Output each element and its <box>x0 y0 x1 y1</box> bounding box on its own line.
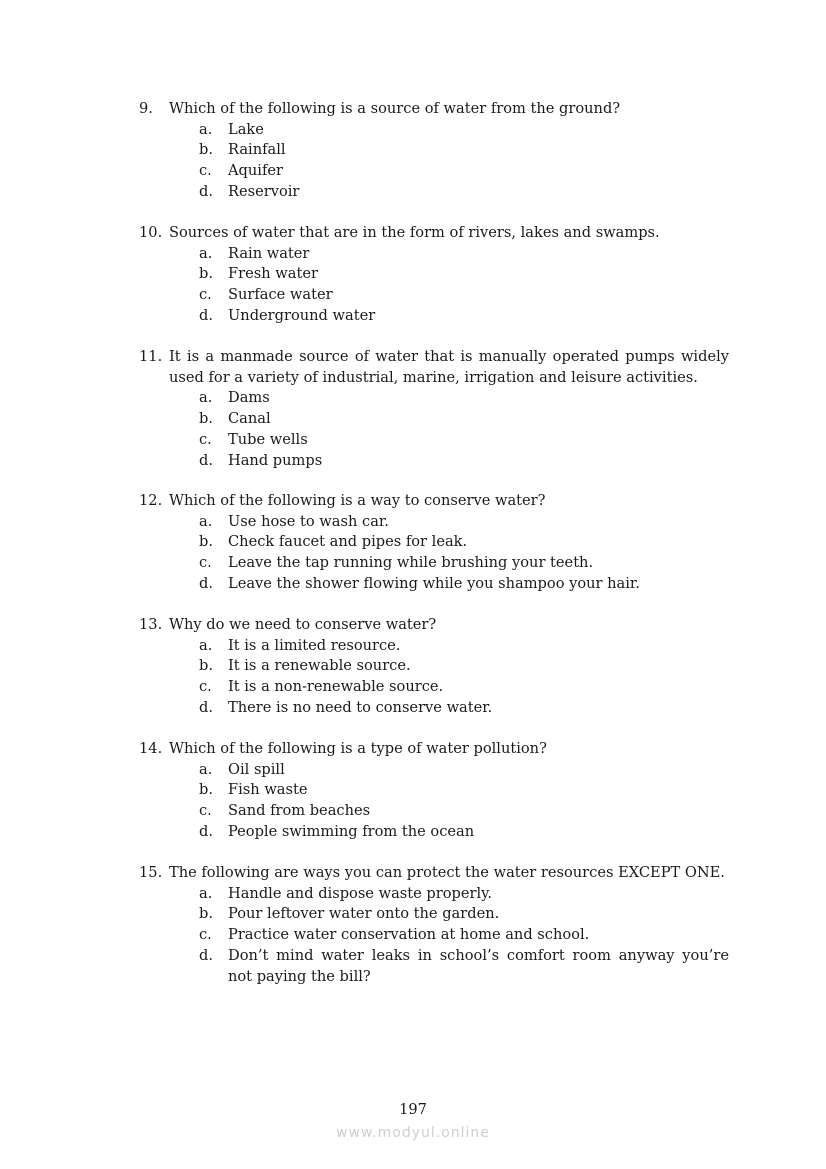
option-text: Rain water <box>228 244 310 262</box>
option-letter: c. <box>199 286 212 304</box>
option-letter: d. <box>199 182 213 200</box>
option-letter: a. <box>199 760 213 778</box>
option-c <box>199 925 729 946</box>
question-text: Which of the following is a source of water from the ground? <box>169 100 621 117</box>
question-stem <box>139 99 729 120</box>
option-d <box>199 822 729 843</box>
option-letter: b. <box>199 781 213 799</box>
option-letter: b. <box>199 410 213 428</box>
option-a <box>199 636 729 657</box>
option-d <box>199 574 729 595</box>
option-letter: b. <box>199 905 213 923</box>
option-text: Hand pumps <box>228 451 323 469</box>
option-text: Fresh water <box>228 265 318 283</box>
option-c <box>199 285 729 306</box>
question-stem <box>139 739 729 760</box>
option-text: People swimming from the ocean <box>228 822 475 840</box>
option-d <box>199 306 729 327</box>
question-text: Why do we need to conserve water? <box>169 616 437 633</box>
option-letter: a. <box>199 884 213 902</box>
option-letter: c. <box>199 678 212 696</box>
option-text: Handle and dispose waste properly. <box>228 884 493 902</box>
option-letter: a. <box>199 389 213 407</box>
option-a <box>199 760 729 781</box>
question-13 <box>139 615 729 719</box>
option-c <box>199 161 729 182</box>
option-d <box>199 698 729 719</box>
option-c <box>199 553 729 574</box>
option-letter: c. <box>199 554 212 572</box>
option-a <box>199 388 729 409</box>
option-text: Don’t mind water leaks in school’s comfort room anyway you’re not paying the bill? <box>228 946 729 985</box>
question-10 <box>139 223 729 327</box>
question-9 <box>139 99 729 203</box>
option-letter: a. <box>199 244 213 262</box>
option-letter: d. <box>199 822 213 840</box>
option-text: Leave the tap running while brushing your teeth. <box>228 554 594 572</box>
option-letter: d. <box>199 574 213 592</box>
option-text: Leave the shower flowing while you shampoo your hair. <box>228 574 640 592</box>
option-letter: a. <box>199 512 213 530</box>
option-b <box>199 656 729 677</box>
question-text: Which of the following is a way to conserve water? <box>169 492 546 509</box>
option-text: Pour leftover water onto the garden. <box>228 905 500 923</box>
question-number: 15. <box>139 864 163 881</box>
option-letter: a. <box>199 636 213 654</box>
question-text: The following are ways you can protect the water resources EXCEPT ONE. <box>169 864 725 881</box>
option-d <box>199 182 729 203</box>
question-12 <box>139 491 729 595</box>
question-stem <box>139 223 729 244</box>
option-letter: c. <box>199 162 212 180</box>
page-number: 197 <box>399 1101 427 1118</box>
question-text: It is a manmade source of water that is manually operated pumps widely used for a variety of industrial, marine, irrigation and leisure activities. <box>169 348 729 386</box>
option-text: Aquifer <box>228 162 283 180</box>
option-a <box>199 120 729 141</box>
option-letter: b. <box>199 533 213 551</box>
option-c <box>199 801 729 822</box>
question-number: 11. <box>139 348 163 365</box>
option-b <box>199 409 729 430</box>
option-b <box>199 140 729 161</box>
option-d <box>199 946 729 987</box>
option-text: Canal <box>228 410 271 428</box>
option-text: Sand from beaches <box>228 802 371 820</box>
option-letter: c. <box>199 926 212 944</box>
option-text: Tube wells <box>228 430 308 448</box>
option-text: Dams <box>228 389 270 407</box>
question-text: Which of the following is a type of water pollution? <box>169 740 547 757</box>
option-text: Check faucet and pipes for leak. <box>228 533 468 551</box>
question-number: 9. <box>139 100 153 117</box>
option-letter: b. <box>199 265 213 283</box>
option-text: Fish waste <box>228 781 308 799</box>
question-number: 14. <box>139 740 163 757</box>
option-text: It is a limited resource. <box>228 636 401 654</box>
option-b <box>199 904 729 925</box>
option-b <box>199 532 729 553</box>
option-text: There is no need to conserve water. <box>228 698 493 716</box>
option-d <box>199 451 729 472</box>
option-letter: b. <box>199 141 213 159</box>
option-text: Oil spill <box>228 760 285 778</box>
question-number: 10. <box>139 224 163 241</box>
question-11 <box>139 347 729 471</box>
question-stem <box>139 863 729 884</box>
option-text: Practice water conservation at home and school. <box>228 926 590 944</box>
question-number: 13. <box>139 616 163 633</box>
option-text: It is a renewable source. <box>228 657 411 675</box>
option-letter: c. <box>199 802 212 820</box>
question-14 <box>139 739 729 843</box>
question-stem <box>139 491 729 512</box>
option-letter: d. <box>199 698 213 716</box>
option-text: Underground water <box>228 306 376 324</box>
option-a <box>199 244 729 265</box>
option-text: Reservoir <box>228 182 300 200</box>
option-letter: a. <box>199 120 213 138</box>
option-a <box>199 512 729 533</box>
question-stem <box>139 347 729 388</box>
option-c <box>199 430 729 451</box>
option-b <box>199 264 729 285</box>
option-letter: c. <box>199 430 212 448</box>
option-letter: d. <box>199 451 213 469</box>
question-15 <box>139 863 729 987</box>
question-stem <box>139 615 729 636</box>
option-text: Use hose to wash car. <box>228 512 389 530</box>
option-letter: b. <box>199 657 213 675</box>
option-text: It is a non-renewable source. <box>228 678 444 696</box>
option-b <box>199 780 729 801</box>
option-text: Surface water <box>228 286 333 304</box>
question-number: 12. <box>139 492 163 509</box>
watermark: www.modyul.online <box>336 1125 490 1141</box>
option-a <box>199 884 729 905</box>
option-letter: d. <box>199 946 213 964</box>
option-c <box>199 677 729 698</box>
option-text: Rainfall <box>228 141 286 159</box>
option-text: Lake <box>228 120 264 138</box>
question-text: Sources of water that are in the form of rivers, lakes and swamps. <box>169 224 660 241</box>
option-letter: d. <box>199 306 213 324</box>
